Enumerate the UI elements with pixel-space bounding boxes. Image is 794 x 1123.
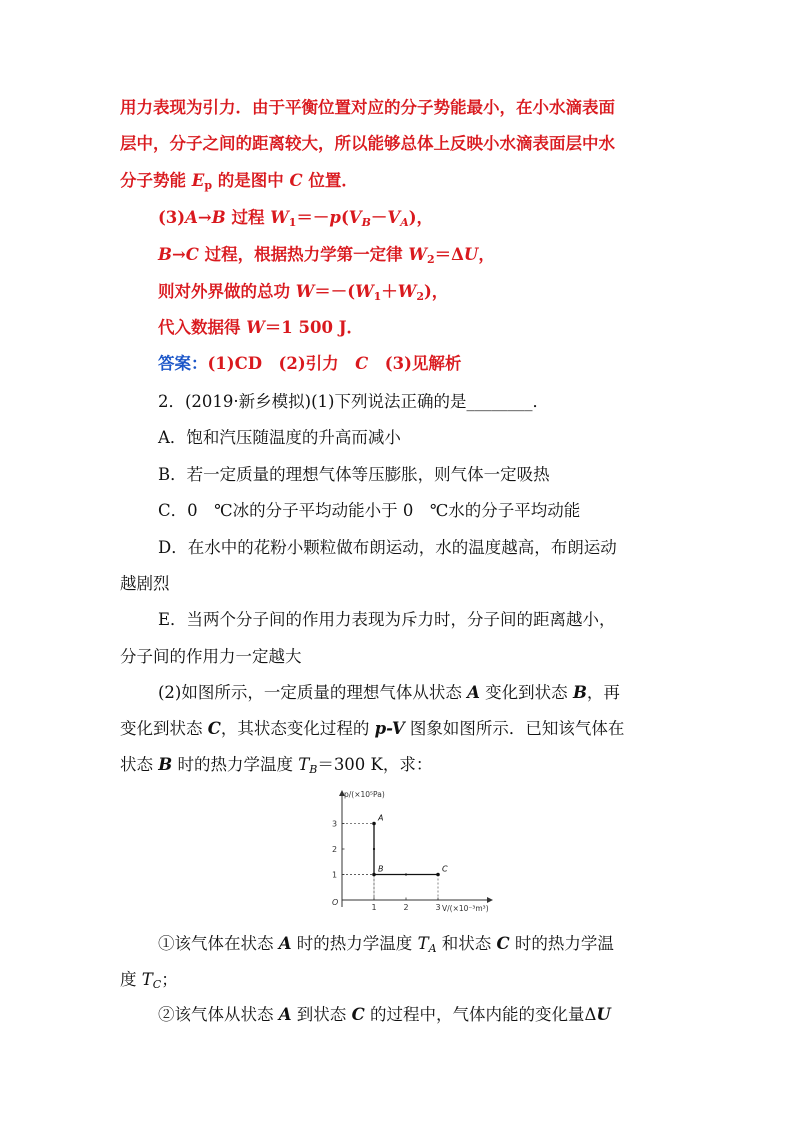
subquestion-1-line-2: 度 $T_C$； [120, 970, 178, 991]
answer-label: 答案： [158, 354, 208, 373]
question-heading: 2．(2019·新乡模拟)(1)下列说法正确的是________． [158, 392, 549, 411]
y-tick-label: 3 [332, 819, 338, 829]
option-b: B．若一定质量的理想气体等压膨胀，则气体一定吸热 [158, 465, 550, 484]
option-d-line-1: D．在水中的花粉小颗粒做布朗运动，水的温度越高，布朗运动 [158, 538, 617, 557]
origin-label: O [332, 898, 339, 907]
answer-line-6: 则对外界做的总功 $W=-(W_1+W_2)$， [158, 282, 449, 303]
option-e-line-1: E．当两个分子间的作用力表现为斥力时，分子间的距离越小， [158, 610, 616, 629]
point-B [372, 873, 376, 877]
subquestion-2: ②该气体从状态 A 到状态 C 的过程中，气体内能的变化量ΔU [158, 1005, 611, 1024]
option-c: C．0 ℃冰的分子平均动能小于 0 ℃水的分子平均动能 [158, 501, 581, 520]
part2-line-2: 变化到状态 C，其状态变化过程的 p-V 图象如图所示．已知该气体在 [120, 719, 625, 738]
answer-line-2: 层中，分子之间的距离较大，所以能够总体上反映小水滴表面层中水 [120, 134, 615, 153]
answer-line-5: B→C 过程，根据热力学第一定律 $W_2=\Delta U$， [158, 245, 495, 266]
y-tick-label: 1 [332, 870, 338, 880]
point-A [372, 822, 376, 826]
x-axis-label: V/(×10⁻³m³) [442, 904, 489, 913]
answer-summary: 答案：(1)CD (2)引力 C (3)见解析 [158, 354, 462, 373]
segment-mid-AB [373, 848, 375, 850]
subquestion-1-line-1: ①该气体在状态 A 时的热力学温度 $T_A$ 和状态 C 时的热力学温 [158, 934, 614, 955]
answer-line-1: 用力表现为引力．由于平衡位置对应的分子势能最小，在小水滴表面 [120, 98, 615, 117]
option-e-line-2: 分子间的作用力一定越大 [120, 647, 302, 666]
part2-line-3: 状态 B 时的热力学温度 $T_B=300$ K，求： [120, 755, 433, 776]
point-label-B: B [378, 864, 384, 874]
pv-diagram [320, 785, 500, 915]
x-tick-label: 3 [435, 903, 441, 912]
x-tick-label: 2 [403, 903, 409, 912]
segment-mid-BC [405, 873, 407, 875]
answer-line-4: (3)A→B 过程 $W_1=-p(V_B-V_A)$， [158, 208, 434, 229]
point-label-C: C [442, 864, 448, 874]
point-label-A: A [378, 813, 384, 823]
point-C [436, 873, 440, 877]
option-d-line-2: 越剧烈 [120, 574, 170, 593]
y-axis-label: p/(×10⁵Pa) [344, 790, 385, 799]
y-tick-label: 2 [332, 845, 338, 854]
x-tick-label: 1 [371, 903, 377, 912]
answer-line-3: 分子势能 $E_p$ 的是图中 C 位置． [120, 171, 358, 192]
answer-line-7: 代入数据得 W＝1 500 J． [158, 318, 363, 337]
part2-line-1: (2)如图所示，一定质量的理想气体从状态 A 变化到状态 B，再 [158, 683, 620, 702]
option-a: A．饱和汽压随温度的升高而减小 [158, 428, 401, 447]
